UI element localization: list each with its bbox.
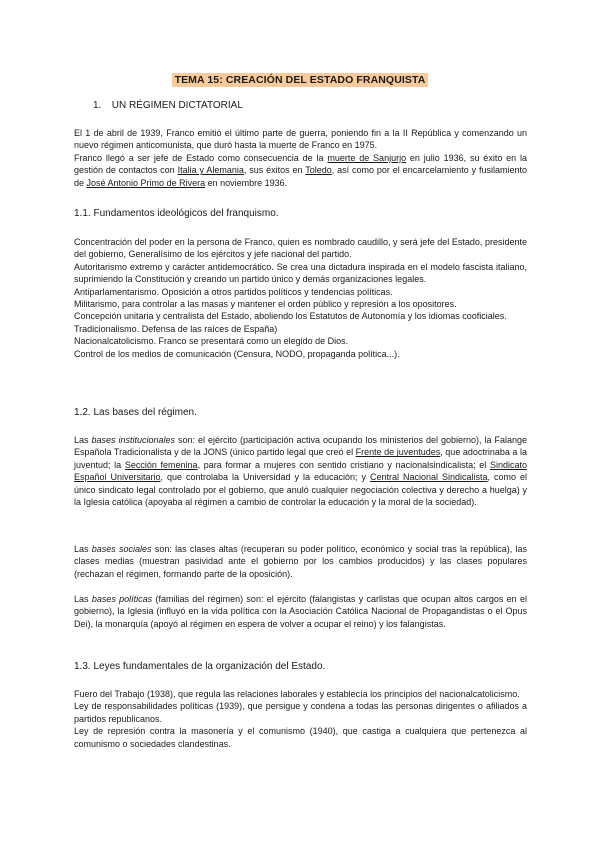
list-item: Fuero del Trabajo (1938), que regula las relaciones laborales y establecía los principios del nacionalcatolicismo. xyxy=(74,689,520,699)
text-run: (familias del régimen) son: el ejército (falangistas y carlistas que ocupan altos cargos en el gobierno), la Iglesia (influyó en la vida política con la Asociación Católica Nacional de Propagandistas o el Opus Dei), la monarquía (apoyó al régimen en espera de volver a ocupar el reino) y los falangistas. xyxy=(74,594,527,629)
text-run: Las xyxy=(74,544,92,554)
text-run: , que controlaba la Universidad y la educación; y xyxy=(160,472,370,483)
title-container xyxy=(0,70,600,88)
paragraph xyxy=(74,434,527,508)
link-italia-alemania: Italia y Alemania xyxy=(177,165,244,176)
text-run: Franco llegó a ser jefe de Estado como consecuencia de la xyxy=(74,152,328,163)
political-bases-paragraph xyxy=(74,593,527,630)
link-frente-juventudes: Frente de juventudes xyxy=(355,447,441,458)
subsection-heading-1-2: 1.2. Las bases del régimen. xyxy=(74,407,197,418)
list-item: Control de los medios de comunicación (Censura, NODO, propaganda política...). xyxy=(74,348,400,359)
ideological-foundations-list xyxy=(74,236,527,360)
text-run: en julio 1936, su éxito en la gestión de contactos con xyxy=(74,152,528,176)
italic-term: bases institucionales xyxy=(91,435,176,445)
link-toledo: Toledo xyxy=(305,165,332,176)
text-run: , que adoctrinaba a la juventud; la xyxy=(74,447,527,470)
paragraph xyxy=(74,593,527,630)
italic-term: bases sociales xyxy=(91,544,152,554)
institutional-bases-paragraph xyxy=(74,434,527,508)
list-item: Autoritarismo extremo y carácter antidemocrático. Se crea una dictadura inspirada en el modelo fascista italiano, suprimiendo la Constitución y creando un partido único y demás organizaciones legales. xyxy=(74,261,527,285)
text-run: en noviembre 1936. xyxy=(205,177,288,188)
intro-text xyxy=(74,127,527,189)
text-run: , así como por el encarcelamiento y fusilamiento de xyxy=(74,165,527,188)
section-heading-1 xyxy=(93,100,243,111)
list-item: Ley de responsabilidades políticas (1939), que persigue y condena a todas las personas dirigentes o afiliados a partidos republicanos. xyxy=(74,701,527,724)
text-run: son: las clases altas (recuperan su poder político, económico y social tras la república), las clases medias (muestran pasividad ante el gobierno por los cambios producidos) y las clases populares (rechazan el régimen, formando parte de la oposición). xyxy=(74,544,527,579)
text-run: , sus éxitos en xyxy=(243,165,306,176)
text-run: , como el único sindicato legal controlado por el gobierno, que anuló cualquier negociación colectiva y derecho a huelga) y la Iglesia católica (apoyaba al régimen a cambio de controlar la educación y la moral de la sociedad). xyxy=(74,472,528,508)
intro-paragraph-2 xyxy=(74,152,527,189)
link-jose-antonio: José Antonio Primo de Rivera xyxy=(86,177,206,188)
list-item: Concepción unitaria y centralista del Estado, aboliendo los Estatutos de Autonomía y los idiomas cooficiales. xyxy=(74,311,507,322)
link-sindicato-universitario: Sindicato Español Universitario xyxy=(74,459,527,483)
document-title: TEMA 15: CREACIÓN DEL ESTADO FRANQUISTA xyxy=(172,73,429,87)
text-run: Las xyxy=(74,435,92,445)
link-sanjurjo: muerte de Sanjurjo xyxy=(327,152,407,163)
list-item: Antiparlamentarismo. Oposición a otros partidos políticos y tendencias políticas. xyxy=(74,286,393,297)
list-item: Nacionalcatolicismo. Franco se presentará como un elegido de Dios. xyxy=(74,336,349,347)
section-number: 1. xyxy=(93,100,102,111)
paragraph xyxy=(74,543,527,580)
intro-paragraph-1: El 1 de abril de 1939, Franco emitió el último parte de guerra, poniendo fin a la II República y comenzando un nuevo régimen anticomunista, que duró hasta la muerte de Franco en 1975. xyxy=(74,128,527,151)
list-item: Militarismo, para controlar a las masas y mantener el orden público y represión a los opositores. xyxy=(74,299,457,310)
text-run: son: el ejército (participación activa ocupando los ministerios del gobierno), la Falange Española Tradicionalista y de la JONS (único partido legal que creó el xyxy=(74,435,527,458)
list-item: Tradicionalismo. Defensa de las raíces de España) xyxy=(74,323,278,334)
list-item: Concentración del poder en la persona de Franco, quien es nombrado caudillo, y será jefe del Estado, presidente del gobierno, Generalísimo de los ejércitos y jefe nacional del partido. xyxy=(74,237,527,260)
list-item: Ley de represión contra la masonería y el comunismo (1940), que castiga a cualquiera que pertenezca al comunismo o sociedades clandestinas. xyxy=(74,726,527,749)
subsection-heading-1-1: 1.1. Fundamentos ideológicos del franquismo. xyxy=(74,208,279,219)
link-seccion-femenina: Sección femenina xyxy=(124,459,198,470)
section-label: UN RÉGIMEN DICTATORIAL xyxy=(111,100,243,111)
text-run: , para formar a mujeres con sentido cristiano y nacionalsindicalista; el xyxy=(197,459,490,470)
italic-term: bases políticas xyxy=(91,594,153,604)
subsection-heading-1-3: 1.3. Leyes fundamentales de la organización del Estado. xyxy=(74,661,326,672)
text-run: Las xyxy=(74,594,92,604)
fundamental-laws-list xyxy=(74,688,527,750)
social-bases-paragraph xyxy=(74,543,527,580)
link-central-sindicalista: Central Nacional Sindicalista xyxy=(370,472,488,483)
